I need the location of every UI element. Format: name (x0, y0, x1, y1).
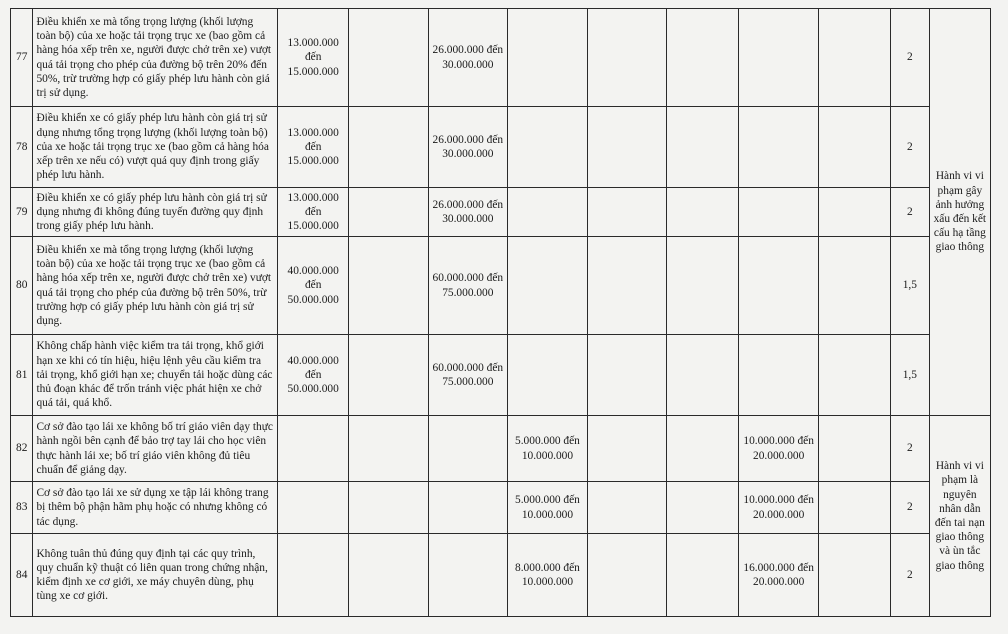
fine-col-h (819, 335, 890, 416)
fine-col-d (508, 335, 588, 416)
fine-col-g: 10.000.000 đến 20.000.000 (738, 482, 819, 534)
row-number: 84 (11, 534, 33, 617)
fine-col-h (819, 482, 890, 534)
fine-col-c (428, 482, 508, 534)
points-deducted: 2 (890, 188, 929, 237)
fine-col-g (738, 188, 819, 237)
row-number: 82 (11, 416, 33, 482)
group-label-infrastructure: Hành vi vi phạm gây ảnh hưởng xấu đến kết cấu hạ tầng giao thông (929, 9, 990, 416)
violation-description: Không tuân thủ đúng quy định tại các quy trình, quy chuẩn kỹ thuật có liên quan trong chứng nhận, kiểm định xe cơ giới, xe máy chuyên dùng, phụ tùng xe cơ giới. (33, 534, 278, 617)
table-row (11, 482, 991, 534)
fine-col-e (587, 416, 667, 482)
fine-col-h (819, 237, 890, 335)
fine-col-f (667, 9, 738, 107)
fine-col-f (667, 188, 738, 237)
fine-col-b (348, 335, 428, 416)
violation-description: Cơ sở đào tạo lái xe sử dụng xe tập lái không trang bị thêm bộ phận hãm phụ hoặc có nhưng không có tác dụng. (33, 482, 278, 534)
fine-col-h (819, 534, 890, 617)
fine-col-a: 40.000.000 đến 50.000.000 (278, 335, 348, 416)
table-body (11, 9, 991, 617)
fine-col-b (348, 107, 428, 188)
violation-description: Điều khiển xe mà tổng trọng lượng (khối lượng toàn bộ) của xe hoặc tải trọng trục xe (bao gồm cả hàng hóa xếp trên xe, người được chở trên xe) vượt quá tải trọng cho phép của đường bộ trên 50%, trừ trường hợp có giấy phép lưu hành còn giá trị sử dụng. (33, 237, 278, 335)
table-row (11, 416, 991, 482)
fine-col-g (738, 237, 819, 335)
fine-col-a: 13.000.000 đến 15.000.000 (278, 107, 348, 188)
points-deducted: 2 (890, 534, 929, 617)
fine-col-a (278, 534, 348, 617)
fine-col-e (587, 335, 667, 416)
fine-col-d (508, 9, 588, 107)
fine-col-d: 5.000.000 đến 10.000.000 (508, 416, 588, 482)
fine-col-d: 8.000.000 đến 10.000.000 (508, 534, 588, 617)
penalty-table (10, 8, 991, 617)
fine-col-d: 5.000.000 đến 10.000.000 (508, 482, 588, 534)
fine-col-b (348, 188, 428, 237)
fine-col-a: 13.000.000 đến 15.000.000 (278, 188, 348, 237)
fine-col-e (587, 534, 667, 617)
table-row (11, 188, 991, 237)
fine-col-g (738, 335, 819, 416)
fine-col-b (348, 237, 428, 335)
violation-description: Điều khiển xe có giấy phép lưu hành còn giá trị sử dụng nhưng đi không đúng tuyến đường quy định trong giấy phép lưu hành. (33, 188, 278, 237)
fine-col-f (667, 237, 738, 335)
fine-col-b (348, 9, 428, 107)
row-number: 80 (11, 237, 33, 335)
violation-description: Điều khiển xe mà tổng trọng lượng (khối lượng toàn bộ) của xe hoặc tải trọng trục xe (bao gồm cả hàng hóa xếp trên xe, người được chở trên xe) vượt quá tải trọng cho phép của đường bộ trên 20% đến 50%, trừ trường hợp có giấy phép lưu hành còn giá trị sử dụng. (33, 9, 278, 107)
fine-col-c: 26.000.000 đến 30.000.000 (428, 9, 508, 107)
fine-col-a: 40.000.000 đến 50.000.000 (278, 237, 348, 335)
fine-col-f (667, 335, 738, 416)
fine-col-f (667, 416, 738, 482)
fine-col-d (508, 237, 588, 335)
fine-col-c: 26.000.000 đến 30.000.000 (428, 188, 508, 237)
fine-col-e (587, 482, 667, 534)
table-row (11, 335, 991, 416)
points-deducted: 1,5 (890, 237, 929, 335)
fine-col-h (819, 107, 890, 188)
row-number: 77 (11, 9, 33, 107)
table-row (11, 534, 991, 617)
fine-col-h (819, 188, 890, 237)
fine-col-h (819, 9, 890, 107)
fine-col-g: 16.000.000 đến 20.000.000 (738, 534, 819, 617)
points-deducted: 1,5 (890, 335, 929, 416)
row-number: 78 (11, 107, 33, 188)
table-row (11, 237, 991, 335)
table-row (11, 107, 991, 188)
fine-col-g (738, 9, 819, 107)
fine-col-a: 13.000.000 đến 15.000.000 (278, 9, 348, 107)
fine-col-a (278, 482, 348, 534)
row-number: 79 (11, 188, 33, 237)
fine-col-f (667, 534, 738, 617)
fine-col-e (587, 107, 667, 188)
row-number: 81 (11, 335, 33, 416)
fine-col-a (278, 416, 348, 482)
fine-col-f (667, 107, 738, 188)
points-deducted: 2 (890, 482, 929, 534)
fine-col-d (508, 188, 588, 237)
row-number: 83 (11, 482, 33, 534)
table-row (11, 9, 991, 107)
fine-col-d (508, 107, 588, 188)
points-deducted: 2 (890, 416, 929, 482)
fine-col-e (587, 188, 667, 237)
fine-col-g (738, 107, 819, 188)
fine-col-f (667, 482, 738, 534)
fine-col-e (587, 9, 667, 107)
fine-col-c: 26.000.000 đến 30.000.000 (428, 107, 508, 188)
violation-description: Không chấp hành việc kiểm tra tải trọng, khổ giới hạn xe khi có tín hiệu, hiệu lệnh yêu cầu kiểm tra tải trọng, khổ giới hạn xe; chuyển tải hoặc dùng các thủ đoạn khác để trốn tránh việc phát hiện xe chở quá tải, quá khổ. (33, 335, 278, 416)
fine-col-c (428, 534, 508, 617)
fine-col-e (587, 237, 667, 335)
points-deducted: 2 (890, 107, 929, 188)
fine-col-b (348, 534, 428, 617)
group-label-accident-cause: Hành vi vi phạm là nguyên nhân dẫn đến tai nạn giao thông và ùn tắc giao thông (929, 416, 990, 617)
fine-col-c (428, 416, 508, 482)
violation-description: Điều khiển xe có giấy phép lưu hành còn giá trị sử dụng nhưng tổng trọng lượng (khối lượng toàn bộ) của xe hoặc tải trọng trục xe (bao gồm cả hàng hóa xếp trên xe nếu có) vượt quá quy định trong giấy phép lưu hành. (33, 107, 278, 188)
fine-col-c: 60.000.000 đến 75.000.000 (428, 237, 508, 335)
violation-description: Cơ sở đào tạo lái xe không bố trí giáo viên dạy thực hành ngồi bên cạnh để bảo trợ tay lái cho học viên thực hành lái xe; bố trí giáo viên không đủ tiêu chuẩn để giảng dạy. (33, 416, 278, 482)
fine-col-c: 60.000.000 đến 75.000.000 (428, 335, 508, 416)
points-deducted: 2 (890, 9, 929, 107)
fine-col-b (348, 482, 428, 534)
fine-col-h (819, 416, 890, 482)
fine-col-b (348, 416, 428, 482)
fine-col-g: 10.000.000 đến 20.000.000 (738, 416, 819, 482)
